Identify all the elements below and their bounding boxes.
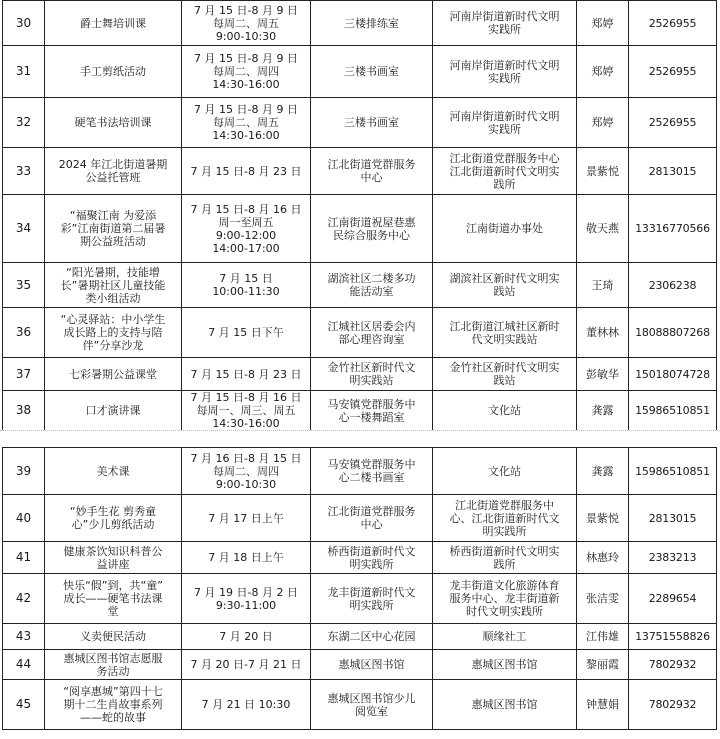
table-row (3, 46, 717, 98)
contact-phone: 2526955 (629, 1, 717, 46)
activity-place: 江南街道祝屋巷惠 民综合服务中心 (311, 195, 433, 263)
activity-time: 7 月 15 日-8 月 16 日 周一至周五 9:00-12:00 14:00-17:00 (182, 195, 311, 263)
contact-phone: 15018074728 (629, 358, 717, 391)
activity-name: “福聚江南 为爱添 彩”江南街道第二届暑 期公益班活动 (45, 195, 182, 263)
activity-table-page-2 (2, 447, 717, 730)
contact-person: 林惠玲 (577, 542, 629, 574)
organizer: 惠城区图书馆 (433, 680, 577, 730)
organizer: 江南街道办事处 (433, 195, 577, 263)
contact-person: 郑婷 (577, 98, 629, 148)
row-number: 35 (3, 263, 45, 308)
activity-place: 桥西街道新时代文 明实践所 (311, 542, 433, 574)
activity-place: 东湖二区中心花园 (311, 624, 433, 650)
contact-person: 景紫悦 (577, 495, 629, 542)
activity-place: 龙丰街道新时代文 明实践所 (311, 574, 433, 624)
activity-place: 江北街道党群服务 中心 (311, 495, 433, 542)
activity-name: 惠城区图书馆志愿服 务活动 (45, 650, 182, 680)
table-row (3, 448, 717, 495)
activity-name: 口才演讲课 (45, 391, 182, 431)
contact-phone: 13751558826 (629, 624, 717, 650)
activity-place: 江城社区居委会内 部心理咨询室 (311, 308, 433, 358)
contact-person: 龚露 (577, 391, 629, 431)
activity-place: 金竹社区新时代文 明实践站 (311, 358, 433, 391)
organizer: 文化站 (433, 448, 577, 495)
contact-phone: 2383213 (629, 542, 717, 574)
contact-phone: 2306238 (629, 263, 717, 308)
activity-name: 爵士舞培训课 (45, 1, 182, 46)
activity-place: 惠城区图书馆 (311, 650, 433, 680)
activity-name: 手工剪纸活动 (45, 46, 182, 98)
row-number: 44 (3, 650, 45, 680)
table-row (3, 542, 717, 574)
contact-phone: 18088807268 (629, 308, 717, 358)
activity-time: 7 月 15 日-8 月 9 日 每周二、周五 9:00-10:30 (182, 1, 311, 46)
activity-name: “妙手生花 剪秀童 心”少儿剪纸活动 (45, 495, 182, 542)
contact-person: 董林林 (577, 308, 629, 358)
organizer: 江北街道江城社区新时 代文明实践站 (433, 308, 577, 358)
activity-name: 快乐“假”到，共“童” 成长——硬笔书法课 堂 (45, 574, 182, 624)
contact-person: 敬天燕 (577, 195, 629, 263)
activity-place: 马安镇党群服务中 心一楼舞蹈室 (311, 391, 433, 431)
table-row (3, 495, 717, 542)
activity-time: 7 月 20 日-7 月 21 日 (182, 650, 311, 680)
contact-person: 黎丽霞 (577, 650, 629, 680)
organizer: 龙丰街道文化旅游体育 服务中心、龙丰街道新 时代文明实践所 (433, 574, 577, 624)
contact-person: 钟慧娟 (577, 680, 629, 730)
contact-phone: 7802932 (629, 650, 717, 680)
contact-phone: 7802932 (629, 680, 717, 730)
contact-person: 王琦 (577, 263, 629, 308)
organizer: 江北街道党群服务中心 江北街道新时代文明实 践所 (433, 148, 577, 195)
activity-name: “心灵驿站：中小学生 成长路上的支持与陪 伴”分享沙龙 (45, 308, 182, 358)
contact-person: 龚露 (577, 448, 629, 495)
contact-phone: 13316770566 (629, 195, 717, 263)
contact-phone: 2289654 (629, 574, 717, 624)
activity-name: 2024 年江北街道暑期 公益托管班 (45, 148, 182, 195)
organizer: 文化站 (433, 391, 577, 431)
contact-person: 张洁雯 (577, 574, 629, 624)
contact-phone: 2813015 (629, 495, 717, 542)
activity-place: 三楼排练室 (311, 1, 433, 46)
activity-time: 7 月 15 日下午 (182, 308, 311, 358)
row-number: 32 (3, 98, 45, 148)
organizer: 顺缘社工 (433, 624, 577, 650)
row-number: 38 (3, 391, 45, 431)
activity-time: 7 月 20 日 (182, 624, 311, 650)
row-number: 37 (3, 358, 45, 391)
activity-name: “阅享惠城”第四十七 期十二生肖故事系列 ——蛇的故事 (45, 680, 182, 730)
activity-name: 硬笔书法培训课 (45, 98, 182, 148)
contact-phone: 15986510851 (629, 448, 717, 495)
organizer: 湖滨社区新时代文明实 践站 (433, 263, 577, 308)
contact-phone: 2813015 (629, 148, 717, 195)
activity-time: 7 月 15 日 10:00-11:30 (182, 263, 311, 308)
row-number: 33 (3, 148, 45, 195)
row-number: 45 (3, 680, 45, 730)
activity-time: 7 月 15 日-8 月 23 日 (182, 148, 311, 195)
organizer: 河南岸街道新时代文明 实践所 (433, 46, 577, 98)
row-number: 36 (3, 308, 45, 358)
table-row (3, 650, 717, 680)
activity-time: 7 月 16 日-8 月 15 日 每周二、周四 9:00-10:30 (182, 448, 311, 495)
row-number: 41 (3, 542, 45, 574)
row-number: 39 (3, 448, 45, 495)
row-number: 30 (3, 1, 45, 46)
row-number: 42 (3, 574, 45, 624)
table-row (3, 148, 717, 195)
page-break (0, 430, 720, 448)
activity-time: 7 月 19 日-8 月 2 日 9:30-11:00 (182, 574, 311, 624)
row-number: 31 (3, 46, 45, 98)
activity-place: 惠城区图书馆少儿 阅览室 (311, 680, 433, 730)
table-row (3, 391, 717, 431)
activity-time: 7 月 18 日上午 (182, 542, 311, 574)
contact-person: 郑婷 (577, 46, 629, 98)
activity-time: 7 月 15 日-8 月 23 日 (182, 358, 311, 391)
table-row (3, 98, 717, 148)
activity-name: 义卖便民活动 (45, 624, 182, 650)
contact-person: 景紫悦 (577, 148, 629, 195)
table-row (3, 624, 717, 650)
table-row (3, 263, 717, 308)
activity-place: 三楼书画室 (311, 46, 433, 98)
table-row (3, 1, 717, 46)
row-number: 34 (3, 195, 45, 263)
table-row (3, 680, 717, 730)
organizer: 惠城区图书馆 (433, 650, 577, 680)
organizer: 金竹社区新时代文明实 践站 (433, 358, 577, 391)
activity-time: 7 月 15 日-8 月 9 日 每周二、周四 14:30-16:00 (182, 46, 311, 98)
contact-person: 彭敏华 (577, 358, 629, 391)
contact-phone: 2526955 (629, 46, 717, 98)
organizer: 江北街道党群服务中 心、江北街道新时代文 明实践所 (433, 495, 577, 542)
organizer: 桥西街道新时代文明实 践所 (433, 542, 577, 574)
activity-time: 7 月 17 日上午 (182, 495, 311, 542)
activity-place: 湖滨社区二楼多功 能活动室 (311, 263, 433, 308)
table-row (3, 574, 717, 624)
organizer: 河南岸街道新时代文明 实践所 (433, 1, 577, 46)
contact-phone: 15986510851 (629, 391, 717, 431)
activity-time: 7 月 15 日-8 月 9 日 每周二、周五 14:30-16:00 (182, 98, 311, 148)
organizer: 河南岸街道新时代文明 实践所 (433, 98, 577, 148)
contact-phone: 2526955 (629, 98, 717, 148)
table-row (3, 195, 717, 263)
activity-time: 7 月 21 日 10:30 (182, 680, 311, 730)
table-row (3, 308, 717, 358)
activity-name: 美术课 (45, 448, 182, 495)
activity-place: 江北街道党群服务 中心 (311, 148, 433, 195)
contact-person: 郑婷 (577, 1, 629, 46)
contact-person: 江伟雄 (577, 624, 629, 650)
activity-name: 健康茶饮知识科普公 益讲座 (45, 542, 182, 574)
row-number: 40 (3, 495, 45, 542)
table-row (3, 358, 717, 391)
activity-name: 七彩暑期公益课堂 (45, 358, 182, 391)
activity-table-page-1 (2, 0, 717, 431)
activity-name: “阳光暑期，技能增 长”暑期社区儿童技能 类小组活动 (45, 263, 182, 308)
activity-place: 马安镇党群服务中 心二楼书画室 (311, 448, 433, 495)
activity-time: 7 月 15 日-8 月 16 日 每周一、周三、周五 14:30-16:00 (182, 391, 311, 431)
row-number: 43 (3, 624, 45, 650)
activity-place: 三楼书画室 (311, 98, 433, 148)
